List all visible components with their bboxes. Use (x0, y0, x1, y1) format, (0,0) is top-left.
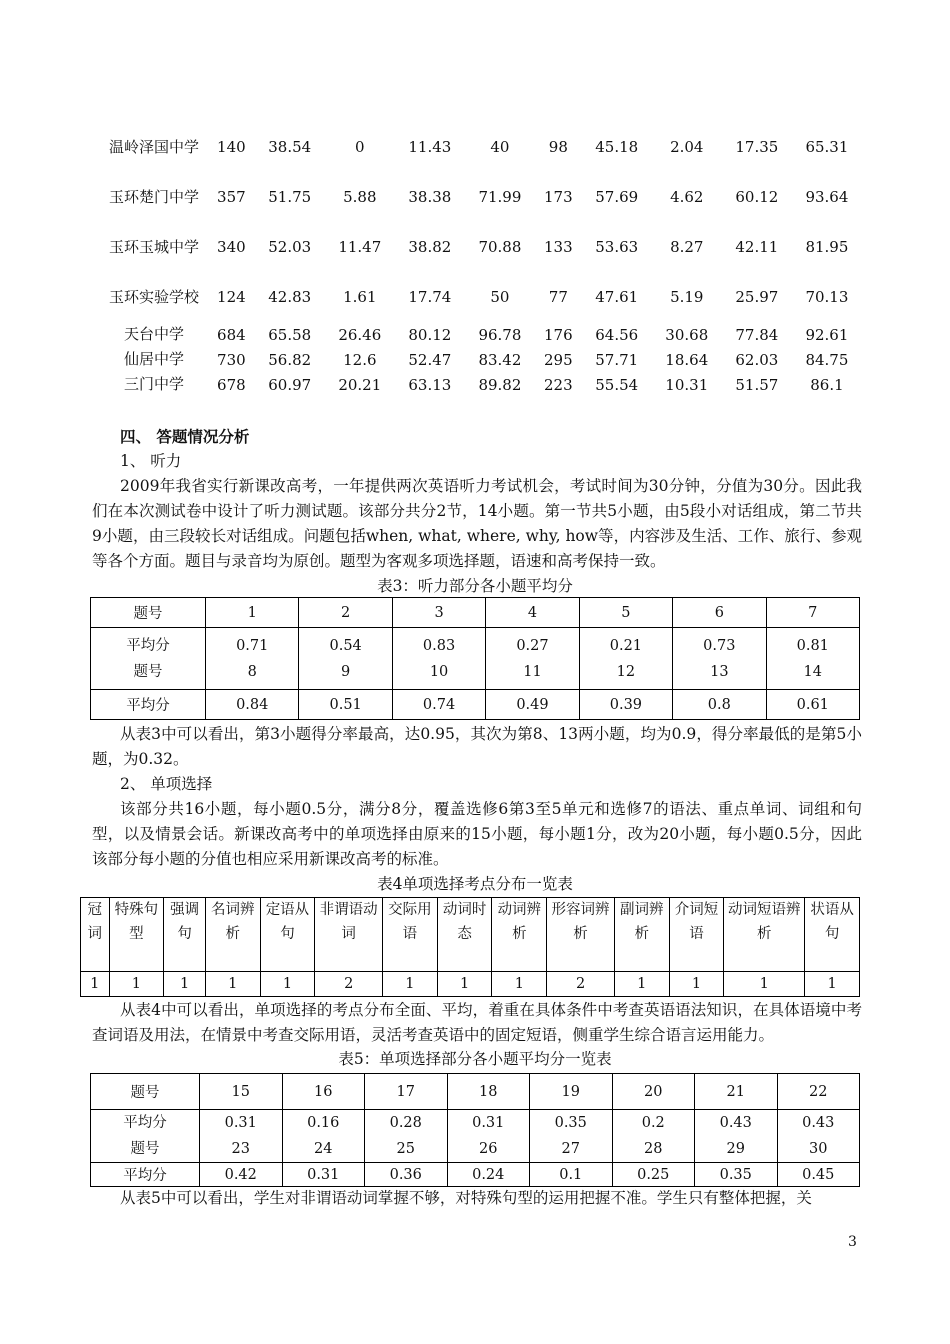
school-name: 温岭泽国中学 (108, 137, 199, 156)
table-cell: 684 (217, 325, 246, 344)
knowledge-point-header: 交际用语 (383, 898, 438, 972)
average-score: 0.28 (389, 1115, 422, 1131)
average-score: 0.43 (719, 1115, 752, 1131)
knowledge-point-count: 1 (724, 972, 805, 997)
knowledge-point-count: 2 (547, 972, 615, 997)
knowledge-point-count: 1 (164, 972, 206, 997)
table-cell: 89.82 (478, 375, 522, 394)
table-cell: 140 (217, 138, 246, 156)
average-score: 0.35 (554, 1115, 587, 1131)
table5-label-cell: 平均分 (91, 1163, 200, 1187)
table-cell: 42.11 (735, 238, 779, 256)
listening-paragraph: 2009年我省实行新课改高考，一年提供两次英语听力考试机会，考试时间为30分钟，分值为30分。因此我们在本次测试卷中设计了听力测试题。该部分共分2节，14小题。第一节共5小题，由5段小对话组成，第二节共9小题，由三段较长对话组成。问题包括when, what, where, why, how等，内容涉及生活、工作、旅行、参观等各个方面。题目与录音均为原创。题型为客观多项选择题，语速和高考保持一致。 (92, 477, 862, 570)
average-score-cell (766, 628, 859, 690)
school-name: 玉环实验学校 (108, 287, 199, 306)
question-number-cell: 20 (612, 1074, 695, 1110)
knowledge-point-header: 动词短语辨析 (724, 898, 805, 972)
table-row (100, 122, 862, 172)
knowledge-point-header: 名词辨析 (205, 898, 260, 972)
single-choice-paragraph: 该部分共16小题，每小题0.5分，满分8分，覆盖选修6第3至5单元和选修7的语法、重点单词、词组和句型，以及情景会话。新课改高考中的单项选择由原来的15小题，每小题1分，改为20小题，每小题0.5分，因此该部分每小题的分值也相应采用新课改高考的标准。 (92, 800, 862, 868)
average-score: 0.81 (796, 637, 829, 654)
table-row (100, 172, 862, 222)
school-name: 三门中学 (123, 375, 184, 393)
table-cell: 340 (217, 238, 246, 256)
average-score-cell: 0.31 (282, 1163, 365, 1187)
section-heading: 四、 答题情况分析 (120, 427, 250, 446)
knowledge-point-header: 动词时态 (437, 898, 492, 972)
table-cell: 60.12 (735, 188, 779, 206)
table-cell: 8.27 (670, 238, 704, 256)
average-score: 0.16 (307, 1115, 340, 1131)
average-score: 0.21 (609, 637, 643, 654)
table-cell: 77 (548, 288, 568, 306)
table-cell: 176 (544, 325, 573, 344)
table-cell: 295 (544, 350, 573, 369)
table-cell: 63.13 (408, 375, 452, 394)
question-number-cell: 5 (579, 598, 672, 628)
average-score: 0.83 (422, 637, 456, 654)
knowledge-point-count: 1 (81, 972, 110, 997)
question-number: 25 (396, 1141, 415, 1157)
table-cell: 51.57 (735, 375, 779, 394)
table-cell: 357 (217, 188, 246, 206)
school-name: 玉环玉城中学 (108, 237, 199, 256)
knowledge-point-table (80, 897, 860, 997)
table-cell: 50 (490, 288, 510, 306)
table3-header-cell: 题号 (91, 598, 206, 628)
school-name: 天台中学 (123, 325, 184, 343)
table-cell: 20.21 (338, 375, 382, 394)
table-cell: 11.47 (338, 238, 382, 256)
table-cell: 47.61 (595, 288, 639, 306)
school-score-table (100, 122, 862, 397)
question-number: 13 (710, 663, 729, 680)
table-cell: 18.64 (665, 350, 709, 369)
average-score: 0.31 (224, 1115, 257, 1131)
average-score-cell (486, 628, 579, 690)
table-cell: 2.04 (670, 138, 704, 156)
table-row (100, 322, 862, 347)
average-score-cell (612, 1110, 695, 1163)
knowledge-point-count: 1 (437, 972, 492, 997)
table3-label-cell: 平均分 (91, 690, 206, 720)
table-cell: 70.88 (478, 238, 522, 256)
table-cell: 10.31 (665, 375, 709, 394)
table-cell: 70.13 (805, 288, 849, 306)
knowledge-point-header: 介词短语 (669, 898, 724, 972)
table-cell: 42.83 (268, 288, 312, 306)
listening-heading: 1、 听力 (120, 452, 182, 470)
average-score-cell: 0.35 (695, 1163, 778, 1187)
table5-label-cell: 平均分 题号 (91, 1110, 200, 1163)
knowledge-point-header: 状语从句 (805, 898, 860, 972)
question-number: 26 (479, 1141, 498, 1157)
average-score-cell: 0.39 (579, 690, 672, 720)
knowledge-point-header: 特殊句型 (109, 898, 164, 972)
table-cell: 5.19 (670, 288, 704, 306)
knowledge-point-count: 1 (492, 972, 547, 997)
table-cell: 0 (355, 138, 365, 156)
table-cell: 98 (548, 138, 568, 156)
listening-average-table (90, 597, 860, 720)
table-cell: 38.54 (268, 138, 312, 156)
average-score: 0.2 (641, 1115, 665, 1131)
table-row (100, 372, 862, 397)
table5-header-cell: 题号 (91, 1074, 200, 1110)
table-cell: 57.69 (595, 188, 639, 206)
table-cell: 17.74 (408, 288, 452, 306)
table-cell: 64.56 (595, 325, 639, 344)
table3-label-cell: 平均分 题号 (91, 628, 206, 690)
average-score: 0.31 (472, 1115, 505, 1131)
average-score: 0.54 (329, 637, 362, 654)
table-cell: 30.68 (665, 325, 709, 344)
knowledge-point-header: 强调句 (164, 898, 206, 972)
table-cell: 52.47 (408, 350, 452, 369)
page-number: 3 (848, 1234, 857, 1250)
average-score-cell (530, 1110, 613, 1163)
single-choice-average-table (90, 1073, 860, 1187)
table-cell: 38.82 (408, 238, 452, 256)
question-number: 11 (523, 663, 542, 680)
table-cell: 730 (217, 350, 246, 369)
table4-caption: 表4单项选择考点分布一览表 (377, 875, 573, 893)
table-row (100, 272, 862, 322)
question-number: 30 (809, 1141, 828, 1157)
question-number: 12 (616, 663, 636, 680)
question-number: 14 (803, 663, 822, 680)
knowledge-point-header: 定语从句 (260, 898, 315, 972)
table-cell: 133 (544, 238, 573, 256)
table-cell: 77.84 (735, 325, 779, 344)
table-cell: 51.75 (268, 188, 312, 206)
table-cell: 5.88 (343, 188, 377, 206)
table-cell: 678 (217, 375, 246, 394)
table-cell: 17.35 (735, 138, 779, 156)
average-score: 0.27 (516, 637, 549, 654)
average-score: 0.73 (703, 637, 736, 654)
knowledge-point-count: 2 (315, 972, 383, 997)
average-score-cell (200, 1110, 283, 1163)
average-score-cell: 0.51 (299, 690, 392, 720)
table-cell: 124 (217, 288, 246, 306)
table-cell: 4.62 (670, 188, 704, 206)
table-cell: 223 (544, 375, 573, 394)
table5-note: 从表5中可以看出，学生对非谓语动词掌握不够，对特殊句型的运用把握不准。学生只有整体把握，关 (120, 1189, 812, 1207)
average-score-cell (447, 1110, 530, 1163)
average-score-cell (777, 1110, 860, 1163)
knowledge-point-count: 1 (260, 972, 315, 997)
average-score-cell: 0.24 (447, 1163, 530, 1187)
average-score-cell: 0.45 (777, 1163, 860, 1187)
knowledge-point-count: 1 (205, 972, 260, 997)
table-cell: 65.31 (805, 138, 849, 156)
question-number-cell: 21 (695, 1074, 778, 1110)
average-score-cell: 0.42 (200, 1163, 283, 1187)
average-score-cell (206, 628, 299, 690)
table-cell: 71.99 (478, 188, 522, 206)
table-cell: 83.42 (478, 350, 522, 369)
table-cell: 11.43 (408, 138, 452, 156)
table-cell: 56.82 (268, 350, 312, 369)
average-score-cell (673, 628, 766, 690)
question-number: 28 (644, 1141, 663, 1157)
knowledge-point-header: 形容词辨析 (547, 898, 615, 972)
average-score-cell (392, 628, 485, 690)
table-cell: 60.97 (268, 375, 312, 394)
average-score-cell (695, 1110, 778, 1163)
knowledge-point-count: 1 (109, 972, 164, 997)
table-row (100, 347, 862, 372)
table-cell: 26.46 (338, 325, 382, 344)
table-cell: 57.71 (595, 350, 639, 369)
question-number-cell: 6 (673, 598, 766, 628)
table-cell: 81.95 (805, 238, 849, 256)
question-number: 27 (561, 1141, 580, 1157)
table5-caption: 表5：单项选择部分各小题平均分一览表 (338, 1050, 612, 1068)
knowledge-point-count: 1 (614, 972, 669, 997)
question-number: 29 (726, 1141, 745, 1157)
average-score: 0.71 (236, 637, 269, 654)
question-number-cell: 19 (530, 1074, 613, 1110)
table-cell: 1.61 (343, 288, 377, 306)
knowledge-point-count: 1 (805, 972, 860, 997)
average-score-cell: 0.36 (365, 1163, 448, 1187)
table-cell: 65.58 (268, 325, 312, 344)
knowledge-point-count: 1 (669, 972, 724, 997)
table-cell: 92.61 (805, 325, 849, 344)
table-cell: 25.97 (735, 288, 779, 306)
average-score-cell: 0.61 (766, 690, 859, 720)
table-cell: 80.12 (408, 325, 452, 344)
question-number-cell: 7 (766, 598, 859, 628)
school-name: 仙居中学 (123, 350, 184, 368)
average-score-cell: 0.25 (612, 1163, 695, 1187)
table-cell: 38.38 (408, 188, 452, 206)
average-score-cell: 0.1 (530, 1163, 613, 1187)
average-score-cell: 0.84 (206, 690, 299, 720)
average-score-cell: 0.8 (673, 690, 766, 720)
table3-note: 从表3中可以看出，第3小题得分率最高，达0.95，其次为第8、13两小题，均为0.9，得分率最低的是第5小题，为0.32。 (92, 725, 862, 768)
table-row (100, 222, 862, 272)
table-cell: 55.54 (595, 375, 639, 394)
average-score-cell: 0.74 (392, 690, 485, 720)
average-score-cell: 0.49 (486, 690, 579, 720)
question-number-cell: 2 (299, 598, 392, 628)
knowledge-point-header: 冠词 (81, 898, 110, 972)
table3-caption: 表3：听力部分各小题平均分 (377, 577, 573, 595)
average-score-cell (579, 628, 672, 690)
average-score-cell (282, 1110, 365, 1163)
question-number-cell: 1 (206, 598, 299, 628)
question-number: 9 (341, 663, 351, 680)
question-number-cell: 16 (282, 1074, 365, 1110)
table-cell: 53.63 (595, 238, 639, 256)
question-number: 23 (231, 1141, 250, 1157)
table-cell: 96.78 (478, 325, 522, 344)
table-cell: 86.1 (810, 375, 844, 394)
table-cell: 45.18 (595, 138, 639, 156)
knowledge-point-header: 非谓语动词 (315, 898, 383, 972)
table-cell: 173 (544, 188, 573, 206)
knowledge-point-header: 动词辨析 (492, 898, 547, 972)
table-cell: 93.64 (805, 188, 849, 206)
question-number-cell: 15 (200, 1074, 283, 1110)
question-number-cell: 18 (447, 1074, 530, 1110)
table-cell: 62.03 (735, 350, 779, 369)
single-choice-heading: 2、 单项选择 (120, 775, 213, 793)
question-number: 8 (247, 663, 257, 680)
table-cell: 84.75 (805, 350, 849, 369)
table-cell: 52.03 (268, 238, 312, 256)
table-cell: 12.6 (343, 350, 377, 369)
school-name: 玉环楚门中学 (108, 187, 199, 206)
question-number-cell: 22 (777, 1074, 860, 1110)
knowledge-point-count: 1 (383, 972, 438, 997)
table-cell: 40 (490, 138, 510, 156)
question-number: 24 (314, 1141, 333, 1157)
question-number-cell: 17 (365, 1074, 448, 1110)
average-score-cell (299, 628, 392, 690)
average-score-cell (365, 1110, 448, 1163)
question-number-cell: 3 (392, 598, 485, 628)
table4-note: 从表4中可以看出，单项选择的考点分布全面、平均，着重在具体条件中考查英语语法知识，在具体语境中考查词语及用法，在情景中考查交际用语，灵活考查英语中的固定短语，侧重学生综合语言运用能力。 (92, 1001, 862, 1044)
average-score: 0.43 (802, 1115, 835, 1131)
knowledge-point-header: 副词辨析 (614, 898, 669, 972)
question-number: 10 (429, 663, 449, 680)
question-number-cell: 4 (486, 598, 579, 628)
